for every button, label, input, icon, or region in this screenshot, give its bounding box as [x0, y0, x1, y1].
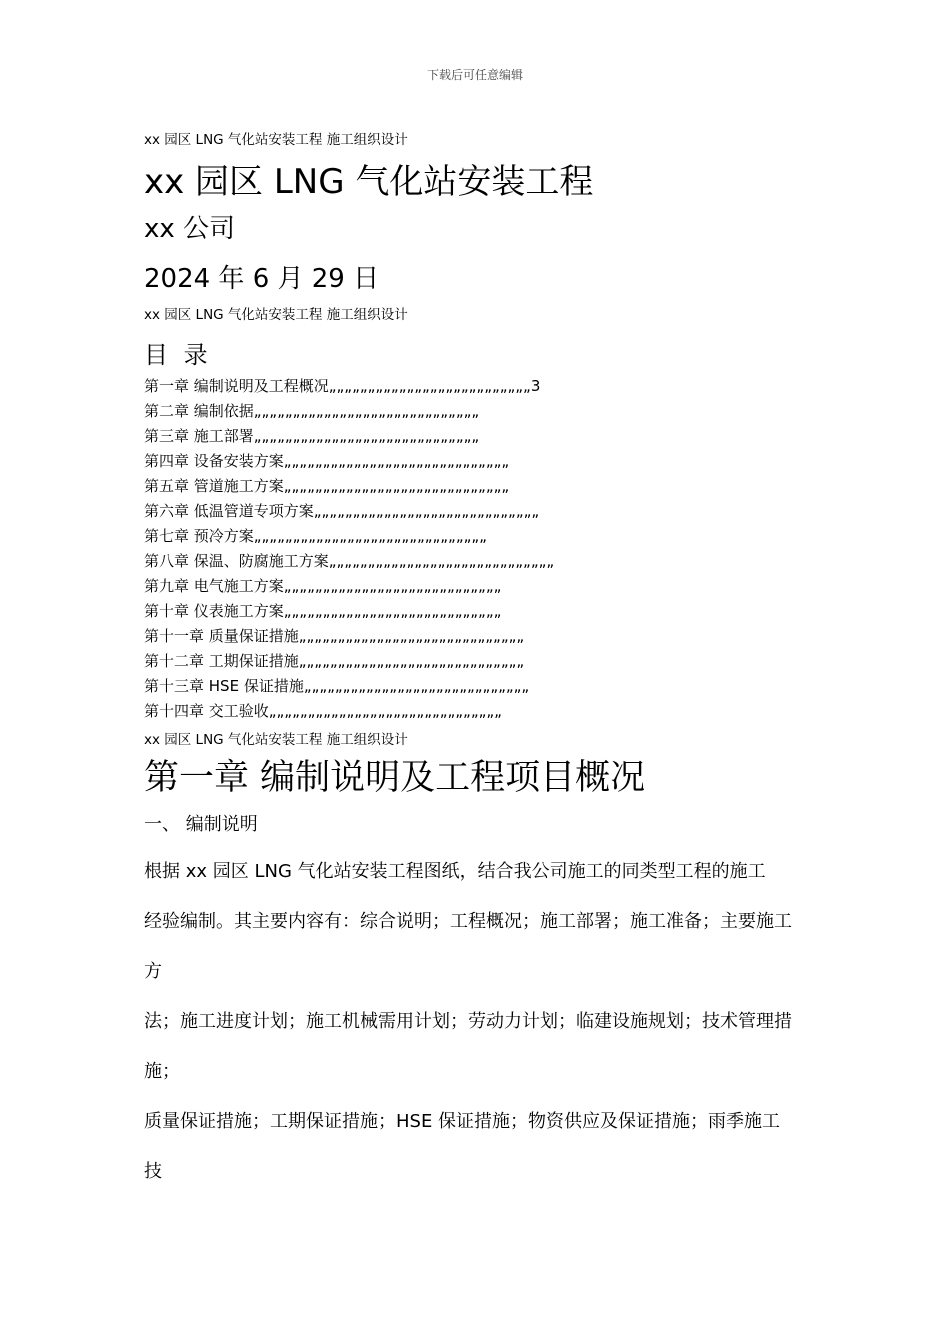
toc-entry-chapter-3[interactable]: 第三章 施工部署„„„„„„„„„„„„„„„„„„„„„„„„„„„„„ [144, 427, 480, 445]
toc-entry-chapter-4[interactable]: 第四章 设备安装方案„„„„„„„„„„„„„„„„„„„„„„„„„„„„„ [144, 452, 510, 470]
toc-heading: 目 录 [144, 341, 212, 369]
body-line: 技 [144, 1161, 162, 1182]
toc-entry-chapter-8[interactable]: 第八章 保温、防腐施工方案„„„„„„„„„„„„„„„„„„„„„„„„„„„„„ [144, 552, 555, 570]
toc-entry-chapter-13[interactable]: 第十三章 HSE 保证措施„„„„„„„„„„„„„„„„„„„„„„„„„„„„„ [144, 677, 530, 695]
toc-entry-chapter-5[interactable]: 第五章 管道施工方案„„„„„„„„„„„„„„„„„„„„„„„„„„„„„ [144, 477, 510, 495]
toc-entry-chapter-12[interactable]: 第十二章 工期保证措施„„„„„„„„„„„„„„„„„„„„„„„„„„„„„ [144, 652, 525, 670]
toc-entry-chapter-1[interactable]: 第一章 编制说明及工程概况„„„„„„„„„„„„„„„„„„„„„„„„„„3 [144, 377, 541, 395]
toc-entry-chapter-6[interactable]: 第六章 低温管道专项方案„„„„„„„„„„„„„„„„„„„„„„„„„„„„„ [144, 502, 540, 520]
project-title: xx 园区 LNG 气化站安装工程 [144, 162, 594, 202]
company-name: xx 公司 [144, 214, 236, 244]
toc-entry-chapter-2[interactable]: 第二章 编制依据„„„„„„„„„„„„„„„„„„„„„„„„„„„„„ [144, 402, 480, 420]
body-line: 经验编制。其主要内容有：综合说明；工程概况；施工部署；施工准备；主要施工 [144, 911, 792, 932]
running-title-toc: xx 园区 LNG 气化站安装工程 施工组织设计 [144, 307, 408, 323]
body-line: 根据 xx 园区 LNG 气化站安装工程图纸，结合我公司施工的同类型工程的施工 [144, 861, 766, 882]
toc-entry-chapter-14[interactable]: 第十四章 交工验收„„„„„„„„„„„„„„„„„„„„„„„„„„„„„„ [144, 702, 502, 720]
toc-entry-chapter-11[interactable]: 第十一章 质量保证措施„„„„„„„„„„„„„„„„„„„„„„„„„„„„„ [144, 627, 525, 645]
body-line: 质量保证措施；工期保证措施；HSE 保证措施；物资供应及保证措施；雨季施工 [144, 1111, 781, 1132]
page-header-note: 下载后可任意编辑 [426, 68, 523, 82]
body-line: 法；施工进度计划；施工机械需用计划；劳动力计划；临建设施规划；技术管理措 [144, 1011, 792, 1032]
document-date: 2024 年 6 月 29 日 [144, 264, 380, 294]
section-body [144, 857, 824, 1207]
table-of-contents [144, 375, 554, 725]
body-line: 方 [144, 961, 162, 982]
section-heading: 一、 编制说明 [144, 814, 258, 835]
toc-entry-chapter-10[interactable]: 第十章 仪表施工方案„„„„„„„„„„„„„„„„„„„„„„„„„„„„ [144, 602, 502, 620]
toc-entry-chapter-7[interactable]: 第七章 预冷方案„„„„„„„„„„„„„„„„„„„„„„„„„„„„„„ [144, 527, 487, 545]
body-line: 施； [144, 1061, 180, 1082]
running-title-chapter: xx 园区 LNG 气化站安装工程 施工组织设计 [144, 732, 408, 748]
running-title-cover: xx 园区 LNG 气化站安装工程 施工组织设计 [144, 132, 408, 148]
toc-entry-chapter-9[interactable]: 第九章 电气施工方案„„„„„„„„„„„„„„„„„„„„„„„„„„„„ [144, 577, 502, 595]
chapter-heading: 第一章 编制说明及工程项目概况 [144, 758, 646, 798]
